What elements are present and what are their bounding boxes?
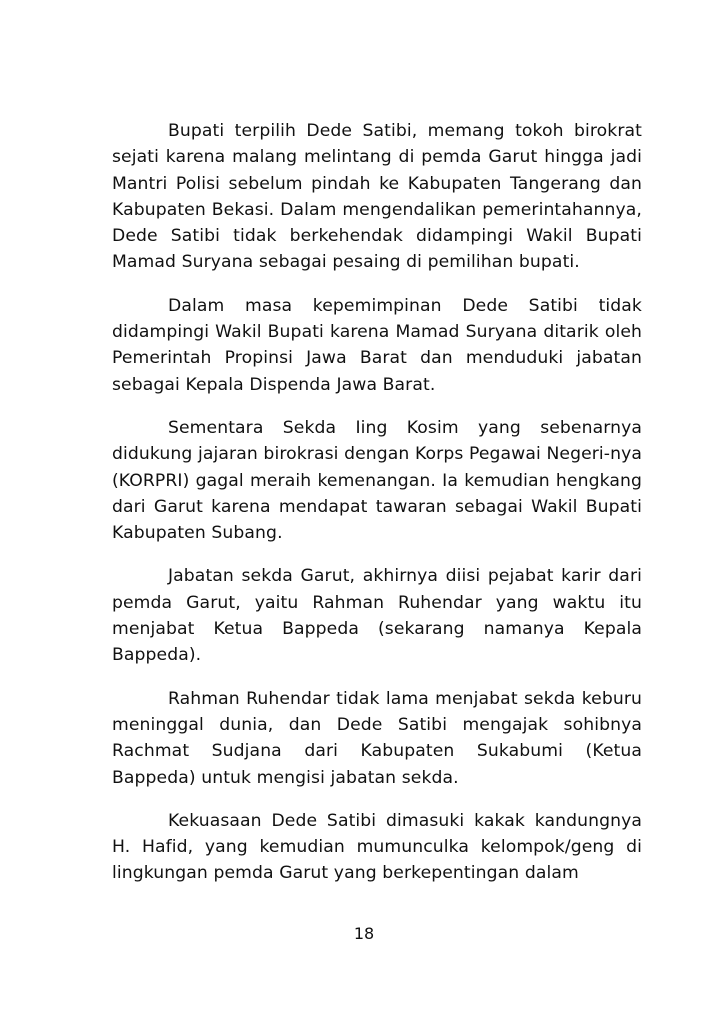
paragraph-5: Rahman Ruhendar tidak lama menjabat sekda keburu meninggal dunia, dan Dede Satibi mengajak sohibnya Rachmat Sudjana dari Kabupaten Sukabumi (Ketua Bappeda) untuk mengisi jabatan sekda. xyxy=(112,688,642,788)
document-page-body xyxy=(112,118,642,904)
paragraph-3: Sementara Sekda Iing Kosim yang sebenarnya didukung jajaran birokrasi dengan Korps Pegawai Negeri-nya (KORPRI) gagal meraih kemenangan. Ia kemudian hengkang dari Garut karena mendapat tawaran sebagai Wakil Bupati Kabupaten Subang. xyxy=(112,417,642,544)
page-number: 18 xyxy=(353,924,375,943)
paragraph-1: Bupati terpilih Dede Satibi, memang tokoh birokrat sejati karena malang melintang di pemda Garut hingga jadi Mantri Polisi sebelum pindah ke Kabupaten Tangerang dan Kabupaten Bekasi. Dalam mengendalikan pemerintahannya, Dede Satibi tidak berkehendak didampingi Wakil Bupati Mamad Suryana sebagai pesaing di pemilihan bupati. xyxy=(112,121,642,273)
paragraph-4: Jabatan sekda Garut, akhirnya diisi pejabat karir dari pemda Garut, yaitu Rahman Ruhendar yang waktu itu menjabat Ketua Bappeda (sekarang namanya Kepala Bappeda). xyxy=(112,566,642,666)
paragraph-2: Dalam masa kepemimpinan Dede Satibi tidak didampingi Wakil Bupati karena Mamad Suryana ditarik oleh Pemerintah Propinsi Jawa Barat dan menduduki jabatan sebagai Kepala Dispenda Jawa Barat. xyxy=(112,295,642,395)
paragraph-6: Kekuasaan Dede Satibi dimasuki kakak kandungnya H. Hafid, yang kemudian mumunculka kelompok/geng di lingkungan pemda Garut yang berkepentingan dalam xyxy=(112,810,642,884)
